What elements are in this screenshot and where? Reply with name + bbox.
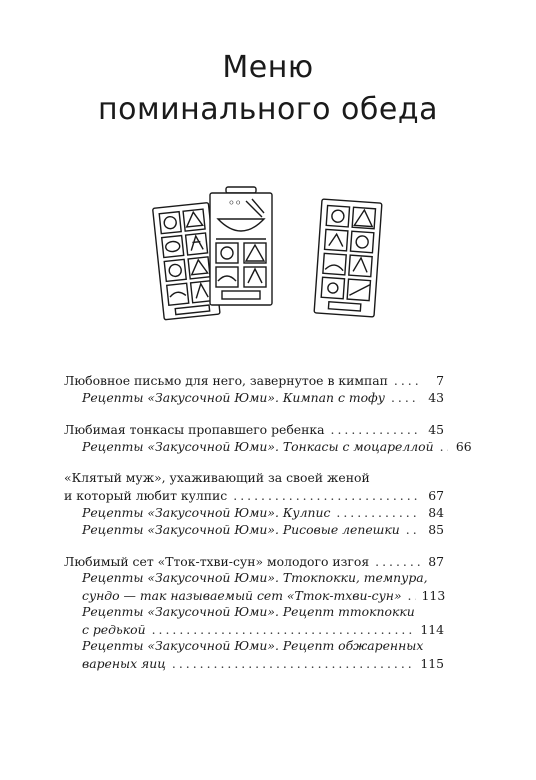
toc-recipe-title: Рецепты «Закусочной Юми». Кимпап с тофу bbox=[82, 390, 385, 405]
toc-recipe-1-1 bbox=[64, 389, 444, 406]
leader-dots bbox=[440, 439, 448, 455]
leader-dots bbox=[331, 422, 420, 438]
toc-chapter-2-title: Любимая тонкасы пропавшего ребенка bbox=[64, 422, 325, 437]
leader-dots bbox=[336, 505, 420, 521]
toc-recipe-2-1 bbox=[64, 438, 472, 455]
toc-recipe-3-1 bbox=[64, 504, 444, 521]
middle-menu-board bbox=[210, 187, 272, 305]
leader-dots bbox=[172, 656, 414, 672]
toc-recipe-title: Рецепты «Закусочной Юми». Рисовые лепешки bbox=[82, 522, 400, 537]
toc-chapter-1-page: 7 bbox=[436, 373, 444, 388]
toc-recipe-page: 84 bbox=[428, 505, 444, 520]
toc-recipe-title: Рецепты «Закусочной Юми». Кулпис bbox=[82, 505, 331, 520]
toc-section-3 bbox=[64, 470, 444, 538]
toc-chapter-1-title: Любовное письмо для него, завернутое в кимпап bbox=[64, 373, 388, 388]
toc-recipe-4-2 bbox=[64, 621, 444, 638]
toc-chapter-4-page: 87 bbox=[428, 554, 444, 569]
leader-dots bbox=[408, 588, 416, 604]
toc-recipe-title-line-2: с редькой bbox=[82, 622, 146, 637]
toc-section-2 bbox=[64, 421, 472, 455]
toc-chapter-3 bbox=[64, 487, 444, 504]
toc-recipe-4-3-line-1: Рецепты «Закусочной Юми». Рецепт обжаренных bbox=[82, 638, 424, 653]
toc-chapter-2 bbox=[64, 421, 444, 438]
toc-chapter-4 bbox=[64, 553, 444, 570]
toc-recipe-4-1-line-1: Рецепты «Закусочной Юми». Ттокпокки, темпура, bbox=[82, 570, 428, 585]
toc-recipe-page: 43 bbox=[428, 390, 444, 405]
toc-section-4 bbox=[64, 553, 444, 672]
toc-chapter-4-title: Любимый сет «Тток-тхви-сун» молодого изгоя bbox=[64, 554, 370, 569]
toc-chapter-1 bbox=[64, 372, 444, 389]
toc-chapter-3-page: 67 bbox=[428, 488, 444, 503]
toc-recipe-page: 114 bbox=[420, 622, 444, 637]
leader-dots bbox=[394, 373, 420, 389]
toc-recipe-title-line-2: сундо — так называемый сет «Тток-тхви-сун» bbox=[82, 588, 402, 603]
page-title-line-1: Меню bbox=[222, 50, 314, 85]
toc-recipe-3-2 bbox=[64, 521, 444, 538]
leader-dots bbox=[152, 622, 415, 638]
toc-chapter-2-page: 45 bbox=[428, 422, 444, 437]
toc-recipe-title-line-2: вареных яиц bbox=[82, 656, 166, 671]
right-menu-board bbox=[314, 199, 382, 317]
toc-recipe-4-3 bbox=[64, 655, 444, 672]
leader-dots bbox=[391, 390, 420, 406]
toc-recipe-page: 113 bbox=[421, 588, 446, 603]
toc-chapter-3-title-line-2: и который любит кулпис bbox=[64, 488, 228, 503]
svg-text:ㅇㅇ: ㅇㅇ bbox=[228, 199, 242, 207]
toc-section-1 bbox=[64, 372, 444, 406]
toc-chapter-3-title-line-1: «Клятый муж», ухаживающий за своей женой bbox=[64, 470, 370, 485]
toc-recipe-page: 115 bbox=[420, 656, 444, 671]
leader-dots bbox=[406, 522, 420, 538]
toc-recipe-4-1 bbox=[64, 587, 444, 604]
toc-recipe-4-2-line-1: Рецепты «Закусочной Юми». Рецепт ттокпокки bbox=[82, 604, 415, 619]
menu-boards-illustration bbox=[148, 183, 384, 333]
leader-dots bbox=[233, 488, 420, 504]
table-of-contents bbox=[64, 372, 472, 672]
leader-dots bbox=[375, 554, 420, 570]
page-title-line-2: поминального обеда bbox=[97, 92, 438, 127]
toc-recipe-page: 66 bbox=[455, 439, 472, 454]
toc-recipe-page: 85 bbox=[428, 522, 444, 537]
toc-recipe-title: Рецепты «Закусочной Юми». Тонкасы с моцареллой bbox=[82, 439, 434, 454]
